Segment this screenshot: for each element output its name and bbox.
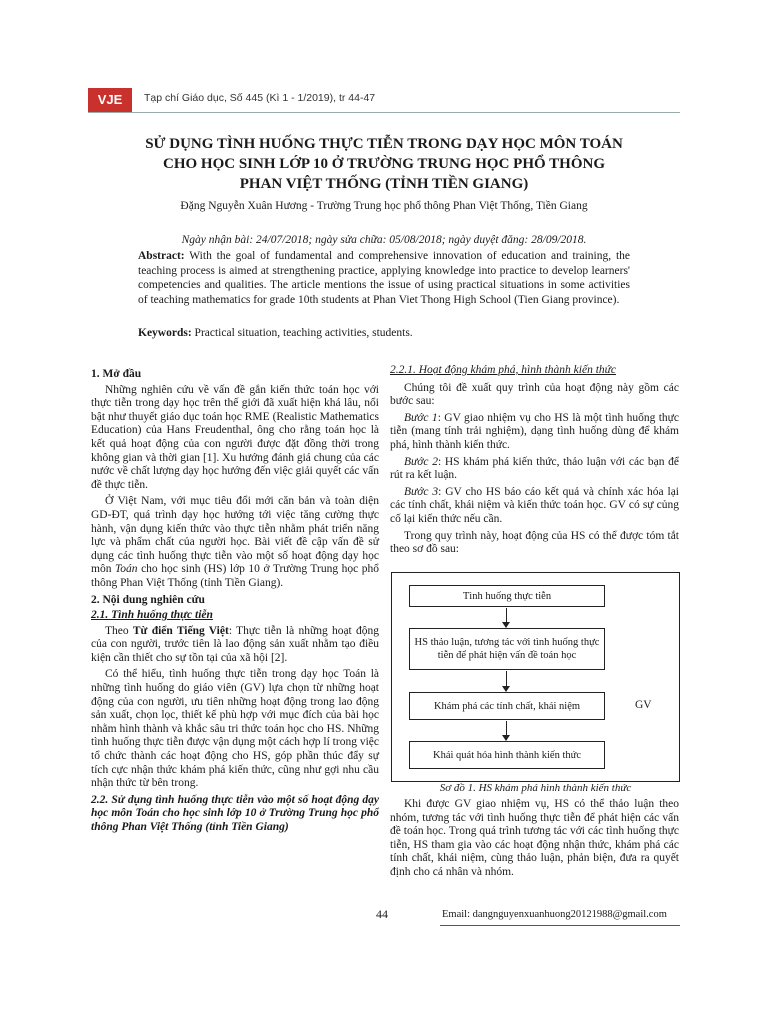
vje-logo: VJE: [88, 88, 132, 112]
diagram-box-2: HS thảo luận, tương tác với tình huống thực tiễn để phát hiện vấn đề toán học: [409, 628, 605, 670]
text-run: Ở Việt Nam, với mục tiêu đổi mới căn bản và toàn diện GD-ĐT, quá trình dạy học hướng tới việc tăng cường thực hành, vận dụng kiến thức vào thực tiễn nhằm phát triển năng lực và phẩm chất của người học. Bài viết đề cập vấn đề sử dụng các tình huống thực tiễn vào một số hoạt động dạy học môn: [91, 495, 379, 576]
step-label: Bước 2: [404, 455, 438, 468]
paragraph: Chúng tôi đề xuất quy trình của hoạt động này gồm các bước sau:: [390, 381, 679, 408]
step-2: [390, 456, 679, 483]
submission-dates: Ngày nhận bài: 24/07/2018; ngày sửa chữa: 05/08/2018; ngày duyệt đăng: 28/09/2018.: [181, 234, 587, 246]
text-run-bold: Từ điển Tiếng Việt: [132, 624, 229, 637]
down-arrow-icon: [506, 671, 507, 691]
down-arrow-icon: [506, 608, 507, 627]
author-email: Email: dangnguyenxuanhuong20121988@gmail.com: [442, 909, 667, 920]
paragraph: Có thể hiểu, tình huống thực tiễn trong dạy học Toán là những tình huống do giáo viên (GV) lựa chọn từ những hoạt động của con người, ưu tiên những hoạt động trong lao động sản xuất, chọn lọc, thiết kế phù hợp với mục đích của bài học nhằm hình thành và khắc sâu tri thức toán học cho HS. Những tình huống thực tiễn được vận dụng một cách hợp lí trong việc tổ chức thành các hoạt động cho HS, góp phần thúc đẩy sự tích cực nhận thức khám phá kiến thức, cũng như gợi nhu cầu nhận thức từ bên trong.: [91, 668, 379, 790]
left-column: [91, 366, 379, 838]
paragraph: Khi được GV giao nhiệm vụ, HS có thể thảo luận theo nhóm, tương tác với tình huống thực tiễn để phát hiện các vấn đề toán học. Trong quá trình tương tác với các tình huống thực tiễn, HS tham gia vào các hoạt động nhận thức, khám phá các tính chất, khái niệm, cùng thảo luận, phản biện, đưa ra quyết định cho cá nhân và nhóm.: [390, 798, 679, 878]
title-line-3: PHAN VIỆT THỐNG (TỈNH TIỀN GIANG): [239, 176, 529, 192]
keywords-text: Practical situation, teaching activities, students.: [194, 327, 413, 339]
title-line-1: SỬ DỤNG TÌNH HUỐNG THỰC TIỄN TRONG DẠY HỌC MÔN TOÁN: [145, 136, 623, 152]
text-run: cho học sinh (HS) lớp 10 ở Trường Trung học phổ thông Phan Việt Thống (tỉnh Tiền Giang).: [91, 563, 379, 589]
right-column-continued: [390, 798, 679, 883]
keywords-label: Keywords:: [138, 327, 192, 339]
step-1: [390, 412, 679, 453]
text-run: Theo: [105, 624, 133, 637]
text-run: : Thực tiễn là những hoạt động của con người, trước tiên là lao động sản xuất nhằm tạo điều kiện cần thiết cho sự tồn tại của xã hội [2].: [91, 624, 379, 664]
abstract-label: Abstract:: [138, 250, 185, 262]
down-arrow-icon: [506, 721, 507, 740]
paragraph: [91, 625, 379, 666]
right-column: [390, 364, 679, 560]
step-label: Bước 3: [404, 485, 439, 498]
page-number: 44: [376, 907, 388, 921]
paragraph: [91, 495, 379, 590]
author-line: Đặng Nguyễn Xuân Hương - Trường Trung học phổ thông Phan Việt Thống, Tiền Giang: [180, 200, 588, 212]
abstract: [138, 249, 630, 307]
paragraph: Những nghiên cứu về vấn đề gắn kiến thức toán học với thực tiễn trong dạy học trên thế giới đã xuất hiện khá lâu, nổi bật như thuyết giáo dục toán học RME (Realistic Mathematics Education) của Hans Freudenthal, ông cho rằng toán học là kết quả hoạt động của con người được đặt đồng thời trong không gian và thời gian [1]. Xu hướng đánh giá chung của các nước về chất lượng dạy học hướng đến việc giải quyết các vấn đề thực tiễn.: [91, 383, 379, 491]
title-line-2: CHO HỌC SINH LỚP 10 Ở TRƯỜNG TRUNG HỌC PHỔ THÔNG: [163, 156, 605, 172]
keywords: [138, 326, 630, 341]
diagram-caption: Sơ đồ 1. HS khám phá hình thành kiến thức: [439, 782, 632, 794]
subsection-heading: 2.2. Sử dụng tình huống thực tiễn vào một số hoạt động dạy học môn Toán cho học sinh lớp 10 ở Trường Trung học phổ thông Phan Việt Thống (tỉnh Tiền Giang): [91, 793, 379, 833]
step-3: [390, 486, 679, 527]
step-label: Bước 1: [404, 411, 438, 424]
text-run-italic: Toán: [114, 563, 138, 576]
diagram-box-4: Khái quát hóa hình thành kiến thức: [409, 741, 605, 769]
abstract-text: With the goal of fundamental and comprehensive innovation of education and training, the teaching process is aimed at strengthening practice, applying knowledge into practice to develop learners' competencies and qualities. The article mentions the issue of using practical situations in some activities of teaching mathematics for grade 10th students at Phan Viet Thong High School (Tien Giang province).: [138, 250, 630, 306]
journal-header: [88, 88, 688, 112]
diagram-box-1: Tình huống thực tiễn: [409, 585, 605, 607]
diagram-box-3: Khám phá các tính chất, khái niệm: [409, 692, 605, 720]
section-heading: 2. Nội dung nghiên cứu: [91, 593, 205, 606]
header-divider: [88, 112, 680, 113]
step-text: : GV cho HS báo cáo kết quả và chính xác hóa lại các tính chất, khái niệm và kiến thức toán học. GV có sự củng cố lại kiến thức nếu cần.: [390, 485, 679, 525]
journal-citation: Tạp chí Giáo dục, Số 445 (Kì 1 - 1/2019), tr 44-47: [144, 92, 376, 104]
paragraph: Trong quy trình này, hoạt động của HS có thể được tóm tắt theo sơ đồ sau:: [390, 529, 679, 556]
flow-diagram: [391, 572, 680, 782]
subsection-heading: 2.1. Tình huống thực tiễn: [91, 609, 213, 622]
step-text: : HS khám phá kiến thức, thảo luận với các bạn để rút ra kết luận.: [390, 455, 679, 482]
subsection-heading: 2.2.1. Hoạt động khám phá, hình thành kiến thức: [390, 364, 617, 376]
article-title: [100, 134, 668, 194]
section-heading: 1. Mở đầu: [91, 368, 142, 380]
diagram-side-label: GV: [635, 699, 652, 711]
footer-divider: [440, 925, 680, 926]
step-text: : GV giao nhiệm vụ cho HS là một tình huống thực tiễn (mang tính trải nghiệm), dạng tình huống dùng để khám phá, hình thành kiến thức.: [390, 411, 679, 451]
